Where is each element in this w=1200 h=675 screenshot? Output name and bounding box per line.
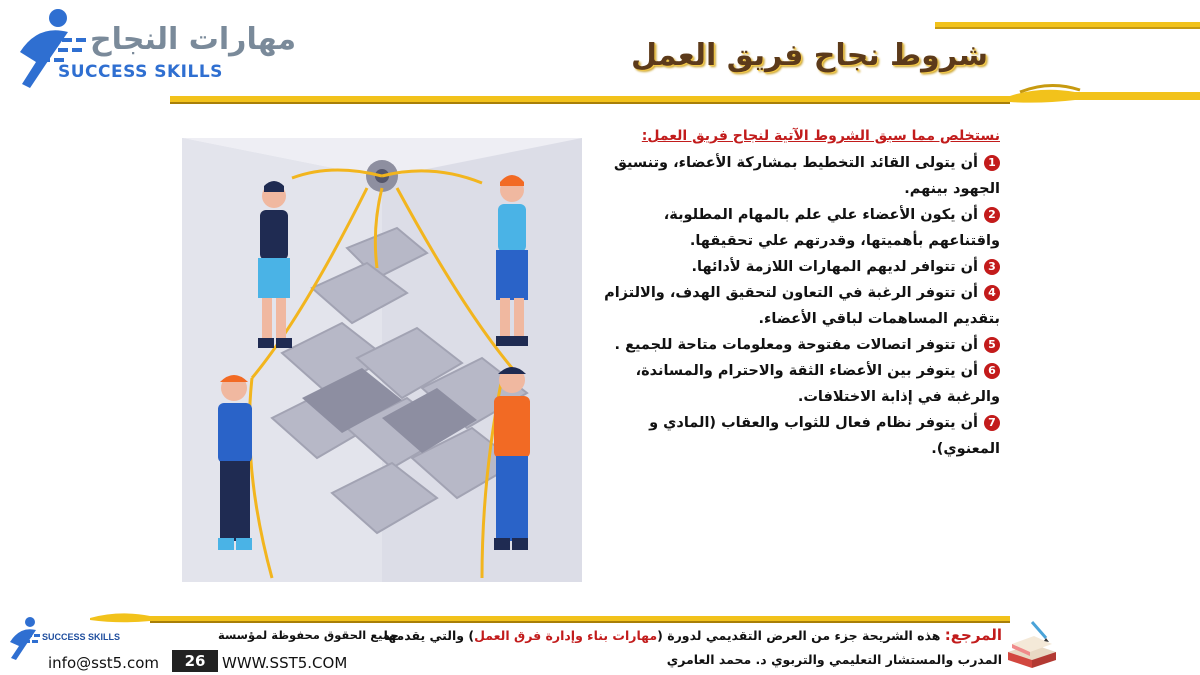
condition-item — [596, 150, 1000, 202]
condition-text: أن تتوفر اتصالات مفتوحة ومعلومات متاحة للجميع . — [614, 337, 978, 353]
item-number-badge: 4 — [984, 285, 1000, 301]
reference-course: مهارات بناء وإدارة فرق العمل — [474, 628, 658, 643]
item-number-badge: 7 — [984, 415, 1000, 431]
intro-heading: نستخلص مما سبق الشروط الآتية لنجاح فريق العمل: — [641, 128, 1000, 144]
item-number-badge: 3 — [984, 259, 1000, 275]
condition-item — [596, 332, 1000, 358]
email-link[interactable]: info@sst5.com — [48, 654, 159, 672]
reference-text-b: ) والتي يقدمها — [383, 628, 475, 643]
reference-line-1 — [384, 626, 1002, 644]
condition-item — [596, 202, 1000, 254]
rights-text: جميع الحقوق محفوظة لمؤسسة — [218, 628, 399, 642]
logo-arabic-text: مهارات النجاح — [90, 22, 297, 57]
condition-text: أن تتوافر لديهم المهارات اللازمة لأدائها. — [691, 259, 978, 275]
condition-item — [596, 280, 1000, 332]
condition-text: أن تتوفر الرغبة في التعاون لتحقيق الهدف، والالتزام بتقديم المساهمات لباقي الأعضاء. — [604, 285, 1000, 327]
condition-text: أن يتولى القائد التخطيط بمشاركة الأعضاء، وتنسيق الجهود بينهم. — [613, 155, 1000, 197]
condition-item — [596, 410, 1000, 462]
condition-item — [596, 358, 1000, 410]
books-icon — [1002, 618, 1060, 670]
item-number-badge: 1 — [984, 155, 1000, 171]
condition-text: أن يتوفر بين الأعضاء الثقة والاحترام والمساندة، والرغبة في إذابة الاختلافات. — [635, 363, 1000, 405]
reference-label: المرجع: — [944, 626, 1002, 644]
page-title: شروط نجاح فريق العمل — [630, 38, 988, 73]
reference-line-2: المدرب والمستشار التعليمي والتربوي د. محمد العامري — [666, 652, 1002, 667]
page-number: 26 — [172, 650, 218, 672]
condition-text: أن يكون الأعضاء علي علم بالمهام المطلوبة، واقتناعهم بأهميتها، وقدرتهم علي تحقيقها. — [663, 207, 1000, 249]
teamwork-puzzle-illustration — [182, 138, 582, 582]
item-number-badge: 2 — [984, 207, 1000, 223]
condition-text: أن يتوفر نظام فعال للثواب والعقاب (المادي و المعنوي). — [649, 415, 1000, 457]
footer-logo-text: SUCCESS SKILLS — [42, 632, 121, 642]
item-number-badge: 6 — [984, 363, 1000, 379]
conditions-text-block — [596, 128, 1000, 462]
condition-item — [596, 254, 1000, 280]
website-link[interactable]: WWW.SST5.COM — [222, 654, 348, 672]
logo-english-text: SUCCESS SKILLS — [58, 62, 223, 82]
reference-text-a: هذه الشريحة جزء من العرض التقديمي لدورة ( — [657, 628, 941, 643]
item-number-badge: 5 — [984, 337, 1000, 353]
